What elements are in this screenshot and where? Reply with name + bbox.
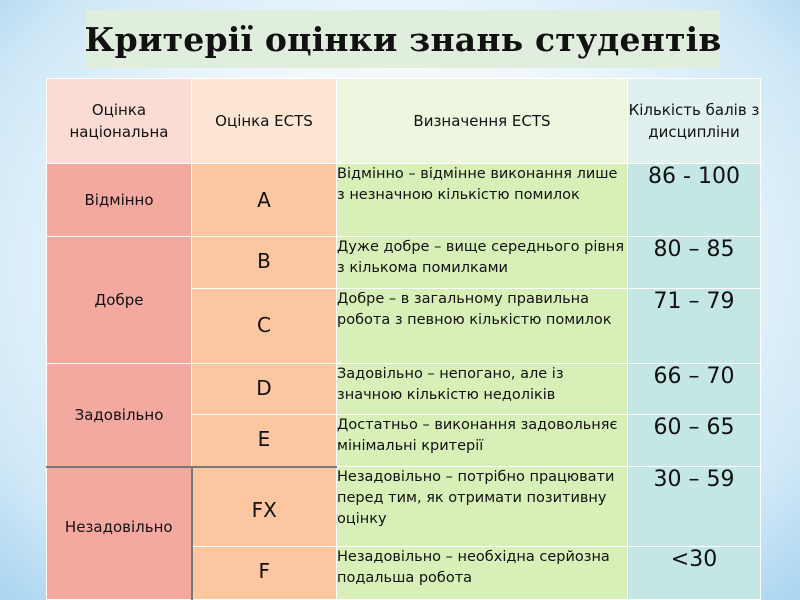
- page-title: Критерії оцінки знань студентів: [84, 19, 722, 59]
- header-points: Кількість балів з дисципліни: [628, 79, 761, 164]
- ects-grade-cell: A: [192, 164, 337, 237]
- table-row: [47, 237, 761, 289]
- national-grade-cell: Добре: [47, 237, 192, 364]
- ects-grade-cell: C: [192, 289, 337, 364]
- national-grade-cell: Незадовільно: [47, 467, 192, 600]
- table-row: [47, 164, 761, 237]
- header-ects: Оцінка ECTS: [192, 79, 337, 164]
- ects-grade-cell: F: [192, 547, 337, 600]
- header-row: [47, 79, 761, 164]
- points-cell: 80 – 85: [628, 237, 761, 289]
- points-cell: 30 – 59: [628, 467, 761, 547]
- definition-cell: Достатньо – виконання задовольняє мінімальні критерії: [337, 415, 628, 467]
- national-grade-cell: Відмінно: [47, 164, 192, 237]
- points-cell: 71 – 79: [628, 289, 761, 364]
- table-row: [47, 467, 761, 547]
- definition-cell: Незадовільно – потрібно працювати перед тим, як отримати позитивну оцінку: [337, 467, 628, 547]
- grading-table: [46, 78, 761, 600]
- ects-grade-cell: D: [192, 364, 337, 415]
- table-row: [47, 364, 761, 415]
- title-box: [86, 10, 720, 68]
- national-grade-cell: Задовільно: [47, 364, 192, 467]
- points-cell: 60 – 65: [628, 415, 761, 467]
- definition-cell: Відмінно – відмінне виконання лише з незначною кількістю помилок: [337, 164, 628, 237]
- definition-cell: Незадовільно – необхідна серйозна подальша робота: [337, 547, 628, 600]
- ects-grade-cell: FX: [192, 467, 337, 547]
- ects-grade-cell: E: [192, 415, 337, 467]
- header-national: Оцінка національна: [47, 79, 192, 164]
- header-definition: Визначення ECTS: [337, 79, 628, 164]
- definition-cell: Задовільно – непогано, але із значною кількістю недоліків: [337, 364, 628, 415]
- definition-cell: Добре – в загальному правильна робота з певною кількістю помилок: [337, 289, 628, 364]
- ects-grade-cell: B: [192, 237, 337, 289]
- points-cell: <30: [628, 547, 761, 600]
- points-cell: 86 - 100: [628, 164, 761, 237]
- points-cell: 66 – 70: [628, 364, 761, 415]
- definition-cell: Дуже добре – вище середнього рівня з кількома помилками: [337, 237, 628, 289]
